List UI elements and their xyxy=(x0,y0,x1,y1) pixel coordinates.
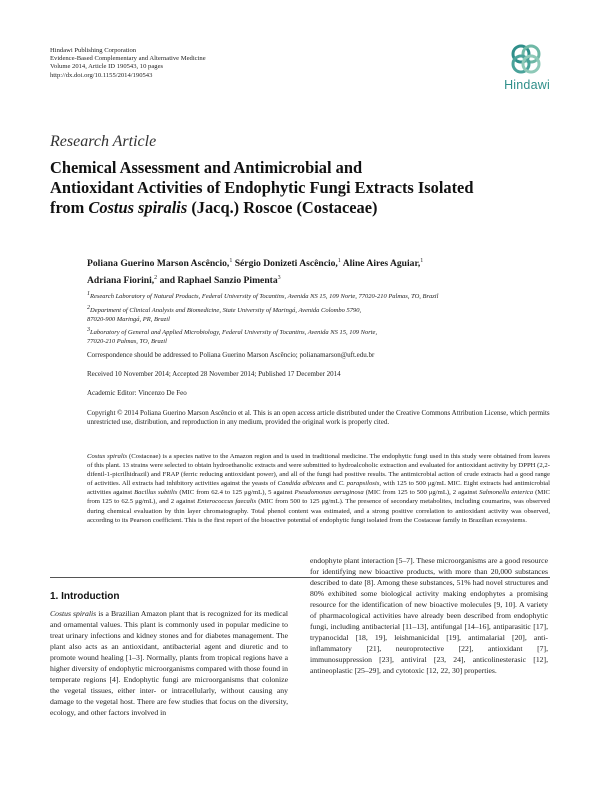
affiliation: $^1$Research Laboratory of Natural Products, Federal University of Tocantins, Avenida NS 15, 109 Norte, 77020-210 Palmas, TO, Brazil xyxy=(87,291,439,301)
title-line: Chemical Assessment and Antimicrobial and xyxy=(50,158,363,177)
hindawi-wordmark: Hindawi xyxy=(504,78,550,92)
copyright-notice: Copyright © 2014 Poliana Guerino Marson Ascêncio et al. This is an open access article distributed under the Creative Commons Attribution License, which permits unrestricted use, distribution, and reproduction in any medium, provided the original work is properly cited. xyxy=(87,409,550,427)
article-type: Research Article xyxy=(50,133,157,150)
affiliation: $^2$Department of Clinical Analysis and Biomedicine, State University of Maringá, Avenida Colombo 5790, 87020-900 Maringá, PR, Brazil xyxy=(87,304,362,323)
author: Poliana Guerino Marson Ascêncio, xyxy=(87,258,230,270)
affiliations xyxy=(87,290,550,349)
article-title xyxy=(50,158,550,218)
doi-link[interactable]: http://dx.doi.org/10.1155/2014/190543 xyxy=(50,71,153,79)
title-line: Antioxidant Activities of Endophytic Fungi Extracts Isolated xyxy=(50,178,474,197)
academic-editor: Academic Editor: Vincenzo De Feo xyxy=(87,389,187,397)
author-list: Poliana Guerino Marson Ascêncio,$^1$ Sérgio Donizeti Ascêncio,$^1$ Aline Aires Aguiar,$^1$ Adriana Fiorini,$^2$ and Raphael Sanzio Pimenta$^3$ xyxy=(87,258,424,287)
hindawi-logo[interactable] xyxy=(497,42,557,102)
author: Aline Aires Aguiar, xyxy=(340,258,421,270)
author: Sérgio Donizeti Ascêncio, xyxy=(232,258,338,270)
body-column-left: Costus spiralis is a Brazilian Amazon plant that is recognized for its medical and ornamental values. This plant is commonly used in popular medicine to treat urinary infections and kidney stones and for diabetes management. The plant also acts as an antioxidant, antibacterial agent and diuretic and to promote wound healing [1–3]. Normally, plants from tropical regions have a higher diversity of endophytic microorganisms compared with those found in temperate regions [4]. Endophytic fungi are microorganisms that colonize the vegetal tissues, either inter- or intracellularly, without causing any damage to the vegetal host. There are few studies that focus on the diversity, ecology, and other factors involved in xyxy=(50,609,288,718)
publisher: Hindawi Publishing Corporation xyxy=(50,47,137,54)
species-name: Costus spiralis xyxy=(50,609,97,618)
volume-info: Volume 2014, Article ID 190543, 10 pages xyxy=(50,63,164,71)
author: Adriana Fiorini, xyxy=(87,275,155,287)
affiliation: $^3$Laboratory of General and Applied Microbiology, Federal University of Tocantins, Avenida NS 15, 109 Norte, 77020-210 Palmas, TO, Brazil xyxy=(87,327,378,346)
journal-name: Evidence-Based Complementary and Alternative Medicine xyxy=(50,55,206,63)
title-line: from Costus spiralis (Jacq.) Roscoe (Costaceae) xyxy=(50,198,378,217)
species-name: Costus spiralis xyxy=(88,198,188,217)
journal-header xyxy=(50,47,206,80)
publication-dates: Received 10 November 2014; Accepted 28 November 2014; Published 17 December 2014 xyxy=(87,370,341,378)
section-heading: 1. Introduction xyxy=(50,591,120,602)
correspondence: Correspondence should be addressed to Poliana Guerino Marson Ascêncio; polianamarson@uft.edu.br xyxy=(87,351,375,359)
body-column-right: endophyte plant interaction [5–7]. These microorganisms are a good resource for identifying new bioactive products, with more than 20,000 substances described to date [8]. Among these substances, 51% had novel structures and 80% exhibited some biological activity making endophytes a promising resource for the identification of new bioactive molecules [9, 10]. A variety of pharmacological activities have already been described from endophytic fungi, including antibacterial [11–13], antifungal [14–16], antiparasitic [17], trypanocidal [18, 19], leishmanicidal [19], antimalarial [20], anti-inflammatory [21], neuroprotective [22], antioxidant [7], immunosuppression [23], antiviral [23, 24], anticolinesterasic [12], antineoplastic [25–29], and cytotoxic [12, 22, 30] properties. xyxy=(310,556,548,676)
hindawi-rings-icon xyxy=(509,42,543,76)
abstract: Costus spiralis (Costaceae) is a species native to the Amazon region and is used in traditional medicine. The endophytic fungi used in this study were obtained from leaves of this plant. 13 strains were selected to obtain hydroethanolic extracts and were submitted to hydroalcoholic extraction and evaluated for antioxidant activity by DPPH (2,2-difenil-1-picrilhidrazil) and FRAP (ferric reducing antioxidant power), and all of the fungi had positive results. The antimicrobial action of crude extracts had a good range of activities. All extracts had inhibitory activities against the yeasts of Candida albicans and C. parapsilosis, with 125 to 500 μg/mL MIC. Eight extracts had antimicrobial activities against Bacillus subtilis (MIC from 62.4 to 125 μg/mL), 5 against Pseudomonas aeruginosa (MIC from 125 to 500 μg/mL), 2 against Salmonella enterica (MIC from 125 to 62.5 μg/mL), and 2 against Enterococcus faecalis (MIC from 500 to 125 μg/mL). The presence of secondary metabolites, including coumarins, was observed during chemical evaluation by thin layer chromatography. Total phenol content was estimated, and a strong positive correlation to antioxidant activity was observed, according to its Pearson coefficient. This is the first report of the bioactive potential of endophytic fungi isolated from the Costaceae family in Brazilian ecosystems. xyxy=(87,453,550,524)
author: and Raphael Sanzio Pimenta xyxy=(157,275,278,287)
